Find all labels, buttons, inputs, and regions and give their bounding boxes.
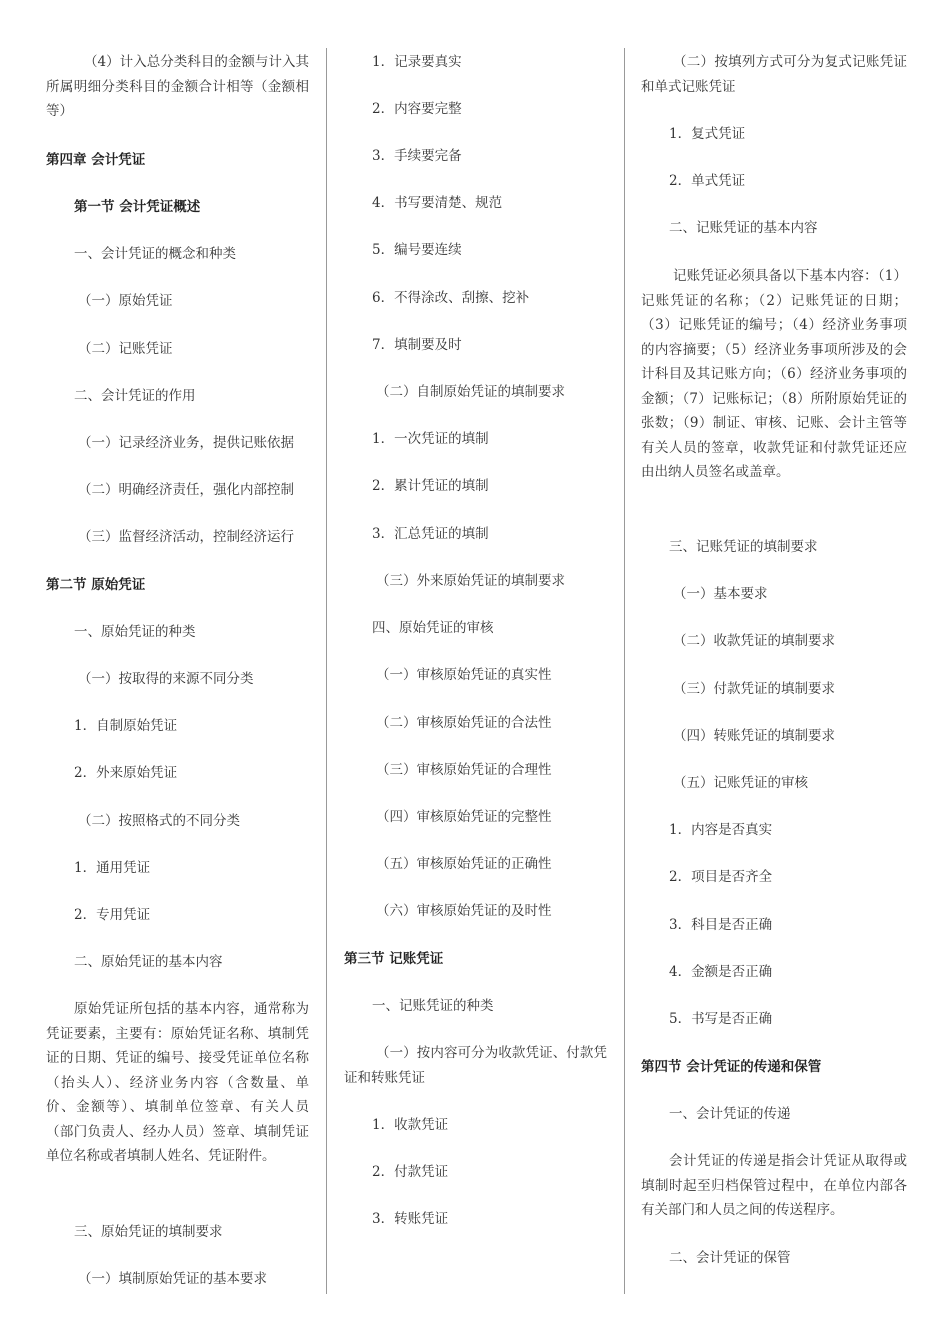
outline-item: 2．内容要完整: [372, 101, 462, 117]
outline-item: （一）按取得的来源不同分类: [78, 671, 254, 687]
outline-item: 一、会计凭证的传递: [669, 1106, 791, 1122]
section-4-title: 第四节 会计凭证的传递和保管: [641, 1059, 822, 1075]
outline-item: （二）记账凭证: [78, 341, 173, 357]
outline-item: 2．付款凭证: [372, 1164, 449, 1180]
outline-item: 一、记账凭证的种类: [372, 998, 494, 1014]
outline-item: 5．编号要连续: [372, 242, 462, 258]
outline-item: 三、原始凭证的填制要求: [74, 1224, 223, 1240]
outline-item: （一）基本要求: [673, 586, 768, 602]
outline-item: 二、原始凭证的基本内容: [74, 954, 223, 970]
outline-item: 2．项目是否齐全: [669, 869, 773, 885]
column-3: [641, 46, 907, 1304]
outline-item: 1．收款凭证: [372, 1117, 449, 1133]
outline-item: 1．复式凭证: [669, 126, 746, 142]
chapter-title: 第四章 会计凭证: [46, 152, 146, 168]
outline-item: （二）收款凭证的填制要求: [673, 633, 835, 649]
outline-item: 四、原始凭证的审核: [372, 620, 494, 636]
column-2: [344, 46, 607, 1304]
paragraph-basic-content: 记账凭证必须具备以下基本内容：（1）记账凭证的名称；（2）记账凭证的日期；（3）记账凭证的编号；（4）经济业务事项的内容摘要；（5）经济业务事项所涉及的会计科目及其记账方向；（6）经济业务事项的金额；（7）记账标记；（8）所附原始凭证的张数；（9）制证、审核、记账、会计主管等有关人员的签章，收款凭证和付款凭证还应由出纳人员签名或盖章。: [641, 268, 907, 480]
outline-item: （二）明确经济责任，强化内部控制: [78, 482, 294, 498]
outline-item: （一）记录经济业务，提供记账依据: [78, 435, 294, 451]
outline-item: 一、会计凭证的概念和种类: [74, 246, 236, 262]
column-divider-2: [624, 48, 625, 1294]
outline-item: 3．汇总凭证的填制: [372, 526, 489, 542]
outline-item: 1．内容是否真实: [669, 822, 773, 838]
section-1-title: 第一节 会计凭证概述: [74, 199, 201, 215]
paragraph-item-4: （4）计入总分类科目的金额与计入其所属明细分类科目的金额合计相等（金额相等）: [46, 54, 309, 119]
outline-item: 三、记账凭证的填制要求: [669, 539, 818, 555]
outline-item: 1．自制原始凭证: [74, 718, 178, 734]
paragraph-transfer: 会计凭证的传递是指会计凭证从取得或填制时起至归档保管过程中，在单位内部各有关部门和人员之间的传送程序。: [641, 1153, 907, 1218]
outline-item: （二）按照格式的不同分类: [78, 813, 240, 829]
outline-item: 4．书写要清楚、规范: [372, 195, 503, 211]
outline-item: （一）原始凭证: [78, 293, 173, 309]
outline-item: 3．科目是否正确: [669, 917, 773, 933]
outline-item: （五）记账凭证的审核: [673, 775, 808, 791]
outline-item: 一、原始凭证的种类: [74, 624, 196, 640]
outline-item: （一）审核原始凭证的真实性: [376, 667, 552, 683]
column-1: [46, 46, 309, 1304]
outline-item: 2．专用凭证: [74, 907, 151, 923]
outline-item: 二、会计凭证的作用: [74, 388, 196, 404]
outline-item: （二）自制原始凭证的填制要求: [376, 384, 565, 400]
outline-item: 2．单式凭证: [669, 173, 746, 189]
outline-item: 2．累计凭证的填制: [372, 478, 489, 494]
outline-item: 二、记账凭证的基本内容: [669, 220, 818, 236]
outline-item: 二、会计凭证的保管: [669, 1250, 791, 1266]
outline-item: （三）付款凭证的填制要求: [673, 681, 835, 697]
outline-item: （一）填制原始凭证的基本要求: [78, 1271, 267, 1287]
outline-item: （二）审核原始凭证的合法性: [376, 715, 552, 731]
section-3-title: 第三节 记账凭证: [344, 951, 444, 967]
outline-item: 1．记录要真实: [372, 54, 462, 70]
outline-item: （一）按内容可分为收款凭证、付款凭证和转账凭证: [344, 1045, 607, 1086]
outline-item: （四）审核原始凭证的完整性: [376, 809, 552, 825]
outline-item: 4．金额是否正确: [669, 964, 773, 980]
outline-item: 5．书写是否正确: [669, 1011, 773, 1027]
outline-item: （四）转账凭证的填制要求: [673, 728, 835, 744]
outline-item: （三）监督经济活动，控制经济运行: [78, 529, 294, 545]
outline-item: 3．转账凭证: [372, 1211, 449, 1227]
outline-item: 1．一次凭证的填制: [372, 431, 489, 447]
outline-item: （三）审核原始凭证的合理性: [376, 762, 552, 778]
outline-item: （六）审核原始凭证的及时性: [376, 903, 552, 919]
outline-item: 2．外来原始凭证: [74, 765, 178, 781]
outline-item: 3．手续要完备: [372, 148, 462, 164]
outline-item: （五）审核原始凭证的正确性: [376, 856, 552, 872]
outline-item: （三）外来原始凭证的填制要求: [376, 573, 565, 589]
outline-item: 6．不得涂改、刮擦、挖补: [372, 290, 530, 306]
outline-item: 7．填制要及时: [372, 337, 462, 353]
paragraph-basic-content: 原始凭证所包括的基本内容，通常称为凭证要素，主要有：原始凭证名称、填制凭证的日期、凭证的编号、接受凭证单位名称（抬头人）、经济业务内容（含数量、单价、金额等）、填制单位签章、有关人员（部门负责人、经办人员）签章、填制凭证单位名称或者填制人姓名、凭证附件。: [46, 1001, 309, 1164]
outline-item: （二）按填列方式可分为复式记账凭证和单式记账凭证: [641, 54, 907, 95]
column-divider-1: [326, 48, 327, 1294]
section-2-title: 第二节 原始凭证: [46, 577, 146, 593]
outline-item: 1．通用凭证: [74, 860, 151, 876]
